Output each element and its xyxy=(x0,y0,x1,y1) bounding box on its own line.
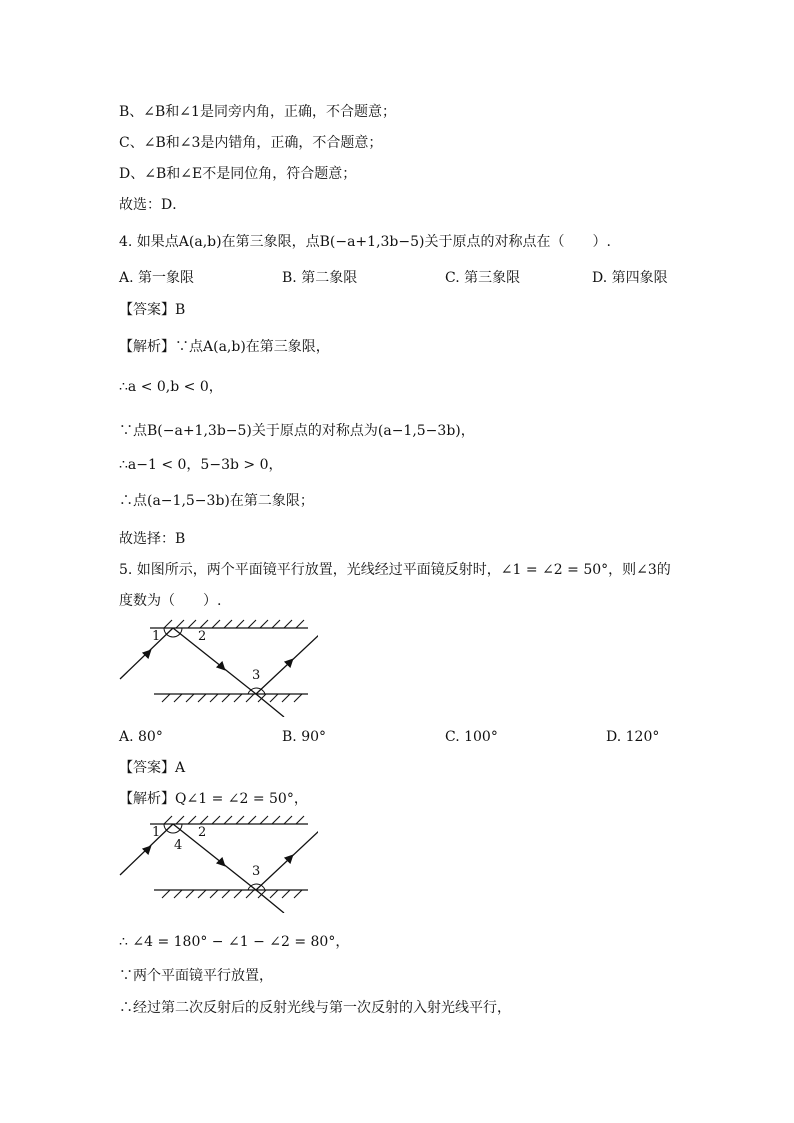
solution-4-line-3: ∵点B(−a+1,3b−5)关于原点的对称点为(a−1,5−3b)， xyxy=(119,423,475,439)
q4-option-c: C. 第三象限 xyxy=(445,270,521,286)
q5-option-b: B. 90° xyxy=(282,729,327,745)
q5-option-d: D. 120° xyxy=(606,729,660,745)
q4-option-d: D. 第四象限 xyxy=(592,270,668,286)
solution-5-line-1: 【解析】Q∠1 = ∠2 = 50°， xyxy=(119,791,308,807)
figure-2-label-4: 4 xyxy=(174,838,183,853)
figure-2-label-2: 2 xyxy=(198,825,207,840)
line-c: C、∠B和∠3是内错角，正确，不合题意； xyxy=(119,135,383,151)
answer-5: 【答案】A xyxy=(119,760,186,776)
solution-4-line-6: 故选择：B xyxy=(119,531,186,547)
q4-option-b: B. 第二象限 xyxy=(282,270,358,286)
figure-2-label-3: 3 xyxy=(252,864,261,879)
question-5-line-2: 度数为（ ）. xyxy=(119,593,222,609)
line-d: D、∠B和∠E不是同位角，符合题意； xyxy=(119,166,357,182)
q5-option-a: A. 80° xyxy=(119,729,163,745)
solution-4-line-5: ∴点(a−1,5−3b)在第二象限； xyxy=(119,493,314,509)
mirror-figure-1 xyxy=(118,617,318,717)
figure-2-label-1: 1 xyxy=(152,825,161,840)
figure-1-label-2: 2 xyxy=(198,629,207,644)
figure-1-label-3: 3 xyxy=(252,668,261,683)
question-5-line-1: 5. 如图所示，两个平面镜平行放置，光线经过平面镜反射时，∠1 = ∠2 = 50°，则∠3的 xyxy=(119,562,671,578)
line-b: B、∠B和∠1是同旁内角，正确，不合题意； xyxy=(119,104,396,120)
solution-4-line-4: ∴a−1 < 0，5−3b > 0， xyxy=(119,457,283,473)
choice-d: 故选：D． xyxy=(119,197,187,213)
question-4: 4. 如果点A(a,b)在第三象限，点B(−a+1,3b−5)关于原点的对称点在（ ）. xyxy=(119,234,611,250)
solution-5-line-4: ∴经过第二次反射后的反射光线与第一次反射的入射光线平行， xyxy=(119,1000,511,1016)
solution-4-line-2: ∴a < 0,b < 0， xyxy=(119,379,223,395)
q5-option-c: C. 100° xyxy=(445,729,498,745)
solution-5-line-2: ∴ ∠4 = 180° − ∠1 − ∠2 = 80°， xyxy=(119,934,350,950)
solution-4-line-1: 【解析】∵点A(a,b)在第三象限， xyxy=(119,339,330,355)
q4-option-a: A. 第一象限 xyxy=(119,270,195,286)
answer-4: 【答案】B xyxy=(119,302,186,318)
solution-5-line-3: ∵两个平面镜平行放置， xyxy=(119,968,273,984)
figure-1-label-1: 1 xyxy=(152,629,161,644)
mirror-figure-2 xyxy=(118,813,318,913)
